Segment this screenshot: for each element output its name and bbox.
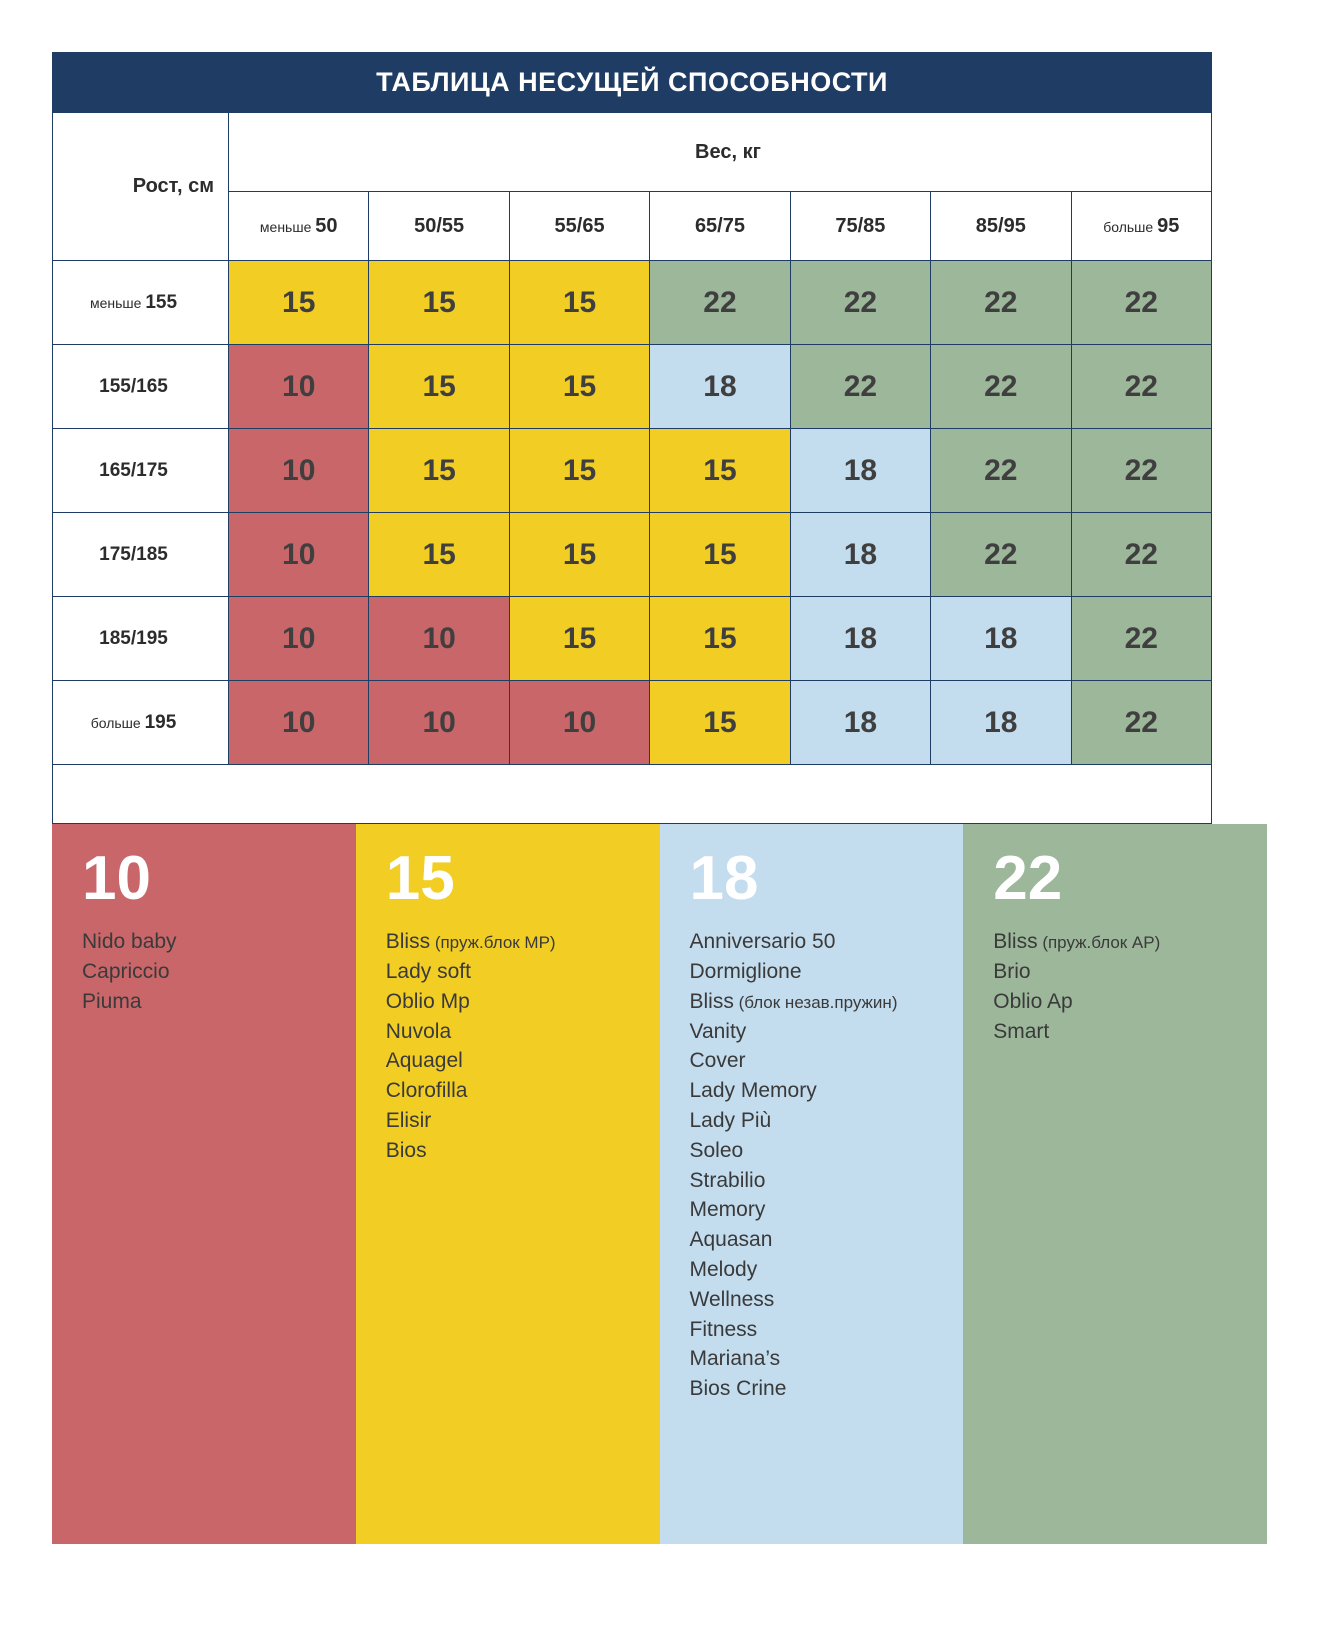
capacity-cell: 18 bbox=[790, 681, 930, 765]
product-name: Dormiglione bbox=[689, 959, 802, 983]
list-item bbox=[690, 1315, 934, 1345]
list-item bbox=[690, 1166, 934, 1196]
legend-column-18 bbox=[660, 824, 964, 1544]
weight-column-value: 50/55 bbox=[414, 214, 465, 237]
product-name: Lady Memory bbox=[689, 1079, 817, 1103]
list-item bbox=[690, 987, 934, 1017]
product-name: Aquagel bbox=[385, 1049, 463, 1073]
list-item bbox=[993, 1017, 1237, 1047]
capacity-cell: 15 bbox=[229, 261, 369, 345]
product-name: Mariana’s bbox=[689, 1347, 781, 1371]
capacity-cell: 18 bbox=[790, 597, 930, 681]
product-name: Wellness bbox=[689, 1287, 775, 1311]
weight-column-header-4 bbox=[790, 192, 930, 261]
list-item bbox=[82, 987, 326, 1017]
weight-column-header-2 bbox=[509, 192, 649, 261]
table-row bbox=[53, 345, 1212, 429]
capacity-cell: 22 bbox=[931, 261, 1071, 345]
capacity-cell: 22 bbox=[790, 345, 930, 429]
product-name: Brio bbox=[993, 959, 1031, 983]
list-item bbox=[690, 1136, 934, 1166]
list-item bbox=[993, 957, 1237, 987]
product-name: Bliss bbox=[689, 989, 734, 1013]
product-name: Bliss bbox=[385, 930, 431, 954]
list-item bbox=[690, 957, 934, 987]
legend-column-15 bbox=[356, 824, 660, 1544]
product-name: Soleo bbox=[689, 1138, 744, 1162]
capacity-cell: 15 bbox=[369, 345, 509, 429]
capacity-cell: 22 bbox=[650, 261, 790, 345]
capacity-cell: 10 bbox=[369, 681, 509, 765]
height-row-value: 155 bbox=[145, 291, 178, 313]
weight-column-header-6 bbox=[1071, 192, 1211, 261]
legend bbox=[52, 824, 1267, 1544]
product-name: Elisir bbox=[385, 1108, 432, 1132]
capacity-cell: 15 bbox=[369, 513, 509, 597]
list-item bbox=[690, 1195, 934, 1225]
list-item bbox=[690, 1046, 934, 1076]
table-row bbox=[53, 681, 1212, 765]
capacity-cell: 15 bbox=[650, 597, 790, 681]
weight-column-header-0 bbox=[229, 192, 369, 261]
list-item bbox=[386, 1046, 630, 1076]
product-name: Vanity bbox=[689, 1019, 747, 1043]
capacity-cell: 15 bbox=[509, 345, 649, 429]
product-name: Bios bbox=[385, 1138, 427, 1162]
list-item bbox=[386, 1136, 630, 1166]
list-item bbox=[690, 1285, 934, 1315]
product-note: (пруж.блок MP) bbox=[430, 933, 556, 953]
capacity-cell: 10 bbox=[369, 597, 509, 681]
list-item bbox=[386, 987, 630, 1017]
list-item bbox=[386, 927, 630, 957]
capacity-cell: 22 bbox=[1071, 681, 1211, 765]
product-name: Cover bbox=[689, 1049, 746, 1073]
product-name: Aquasan bbox=[689, 1228, 773, 1252]
capacity-cell: 15 bbox=[650, 513, 790, 597]
legend-value: 15 bbox=[385, 844, 455, 913]
product-name: Capriccio bbox=[82, 959, 170, 983]
capacity-cell: 22 bbox=[1071, 597, 1211, 681]
height-axis-label: Рост, см bbox=[132, 175, 214, 197]
capacity-cell: 18 bbox=[650, 345, 790, 429]
weight-axis-label: Вес, кг bbox=[229, 113, 1212, 192]
capacity-cell: 10 bbox=[229, 513, 369, 597]
list-item bbox=[690, 1225, 934, 1255]
weight-column-header-3 bbox=[650, 192, 790, 261]
product-name: Strabilio bbox=[689, 1168, 766, 1192]
list-item bbox=[690, 1255, 934, 1285]
capacity-cell: 10 bbox=[229, 429, 369, 513]
height-row-prefix: меньше bbox=[89, 294, 146, 311]
legend-list bbox=[690, 927, 934, 1404]
capacity-cell: 15 bbox=[509, 429, 649, 513]
capacity-cell: 15 bbox=[650, 681, 790, 765]
capacity-cell: 22 bbox=[931, 345, 1071, 429]
table-row bbox=[53, 597, 1212, 681]
product-name: Fitness bbox=[689, 1317, 758, 1341]
product-note: (блок незав.пружин) bbox=[733, 992, 898, 1012]
capacity-cell: 22 bbox=[1071, 429, 1211, 513]
list-item bbox=[386, 1076, 630, 1106]
capacity-cell: 15 bbox=[509, 597, 649, 681]
weight-column-prefix: больше bbox=[1103, 218, 1158, 235]
capacity-cell: 18 bbox=[790, 429, 930, 513]
height-row-header-5 bbox=[53, 681, 229, 765]
list-item bbox=[386, 957, 630, 987]
table-row bbox=[53, 429, 1212, 513]
table-row bbox=[53, 513, 1212, 597]
product-name: Anniversario 50 bbox=[689, 930, 836, 954]
list-item bbox=[993, 927, 1237, 957]
legend-value: 22 bbox=[993, 844, 1063, 913]
weight-column-value: 50 bbox=[315, 214, 338, 237]
legend-value: 18 bbox=[689, 844, 759, 913]
list-item bbox=[690, 1374, 934, 1404]
legend-column-10 bbox=[52, 824, 356, 1544]
product-name: Bliss bbox=[993, 930, 1038, 954]
product-name: Memory bbox=[689, 1198, 766, 1222]
table-spacer-row bbox=[53, 765, 1212, 824]
list-item bbox=[82, 927, 326, 957]
legend-column-22 bbox=[963, 824, 1267, 1544]
capacity-cell: 22 bbox=[931, 429, 1071, 513]
weight-column-value: 55/65 bbox=[554, 214, 605, 237]
page-title: ТАБЛИЦА НЕСУЩЕЙ СПОСОБНОСТИ bbox=[52, 52, 1212, 112]
product-name: Smart bbox=[993, 1019, 1050, 1043]
capacity-cell: 22 bbox=[931, 513, 1071, 597]
weight-column-value: 75/85 bbox=[835, 214, 886, 237]
legend-list bbox=[386, 927, 630, 1166]
load-capacity-table bbox=[52, 112, 1212, 824]
weight-column-header-5 bbox=[931, 192, 1071, 261]
capacity-cell: 15 bbox=[369, 261, 509, 345]
height-row-prefix: больше bbox=[90, 714, 145, 731]
capacity-cell: 22 bbox=[790, 261, 930, 345]
list-item bbox=[993, 987, 1237, 1017]
height-row-value: 185/195 bbox=[99, 627, 168, 649]
capacity-cell: 15 bbox=[509, 261, 649, 345]
weight-column-value: 65/75 bbox=[694, 214, 745, 237]
height-row-header-4 bbox=[53, 597, 229, 681]
product-name: Melody bbox=[689, 1258, 758, 1282]
capacity-cell: 10 bbox=[229, 681, 369, 765]
table-header-row-weight bbox=[53, 113, 1212, 192]
product-note: (пруж.блок AP) bbox=[1037, 933, 1161, 953]
weight-column-prefix: меньше bbox=[259, 218, 316, 235]
list-item bbox=[82, 957, 326, 987]
height-row-header-0 bbox=[53, 261, 229, 345]
product-name: Clorofilla bbox=[385, 1079, 468, 1103]
product-name: Oblio Ap bbox=[993, 989, 1073, 1013]
capacity-cell: 18 bbox=[790, 513, 930, 597]
product-name: Bios Crine bbox=[689, 1377, 787, 1401]
capacity-cell: 10 bbox=[509, 681, 649, 765]
legend-value: 10 bbox=[82, 844, 151, 913]
product-name: Lady Più bbox=[689, 1108, 772, 1132]
product-name: Nuvola bbox=[385, 1019, 452, 1043]
legend-list bbox=[993, 927, 1237, 1046]
product-name: Oblio Mp bbox=[385, 989, 470, 1013]
table-footer-spacer bbox=[53, 765, 1212, 824]
list-item bbox=[386, 1017, 630, 1047]
height-row-header-2 bbox=[53, 429, 229, 513]
capacity-cell: 15 bbox=[509, 513, 649, 597]
capacity-cell: 18 bbox=[931, 597, 1071, 681]
list-item bbox=[386, 1106, 630, 1136]
list-item bbox=[690, 927, 934, 957]
capacity-cell: 22 bbox=[1071, 345, 1211, 429]
product-name: Nido baby bbox=[82, 930, 177, 954]
table-body bbox=[53, 113, 1212, 824]
height-row-header-3 bbox=[53, 513, 229, 597]
product-name: Piuma bbox=[82, 989, 142, 1013]
capacity-cell: 10 bbox=[229, 597, 369, 681]
height-row-value: 155/165 bbox=[99, 375, 168, 397]
list-item bbox=[690, 1106, 934, 1136]
weight-column-value: 95 bbox=[1157, 214, 1180, 237]
legend-list bbox=[82, 927, 326, 1016]
product-name: Lady soft bbox=[385, 959, 471, 983]
list-item bbox=[690, 1017, 934, 1047]
weight-column-value: 85/95 bbox=[975, 214, 1026, 237]
capacity-cell: 22 bbox=[1071, 261, 1211, 345]
capacity-cell: 15 bbox=[650, 429, 790, 513]
capacity-cell: 15 bbox=[369, 429, 509, 513]
height-row-value: 175/185 bbox=[99, 543, 168, 565]
height-row-header-1 bbox=[53, 345, 229, 429]
height-axis-label-cell bbox=[53, 113, 229, 261]
height-row-value: 195 bbox=[144, 711, 177, 733]
capacity-cell: 10 bbox=[229, 345, 369, 429]
capacity-cell: 18 bbox=[931, 681, 1071, 765]
weight-column-header-1 bbox=[369, 192, 509, 261]
capacity-cell: 22 bbox=[1071, 513, 1211, 597]
height-row-value: 165/175 bbox=[99, 459, 168, 481]
list-item bbox=[690, 1344, 934, 1374]
table-row bbox=[53, 261, 1212, 345]
list-item bbox=[690, 1076, 934, 1106]
load-capacity-sheet bbox=[52, 52, 1267, 1544]
